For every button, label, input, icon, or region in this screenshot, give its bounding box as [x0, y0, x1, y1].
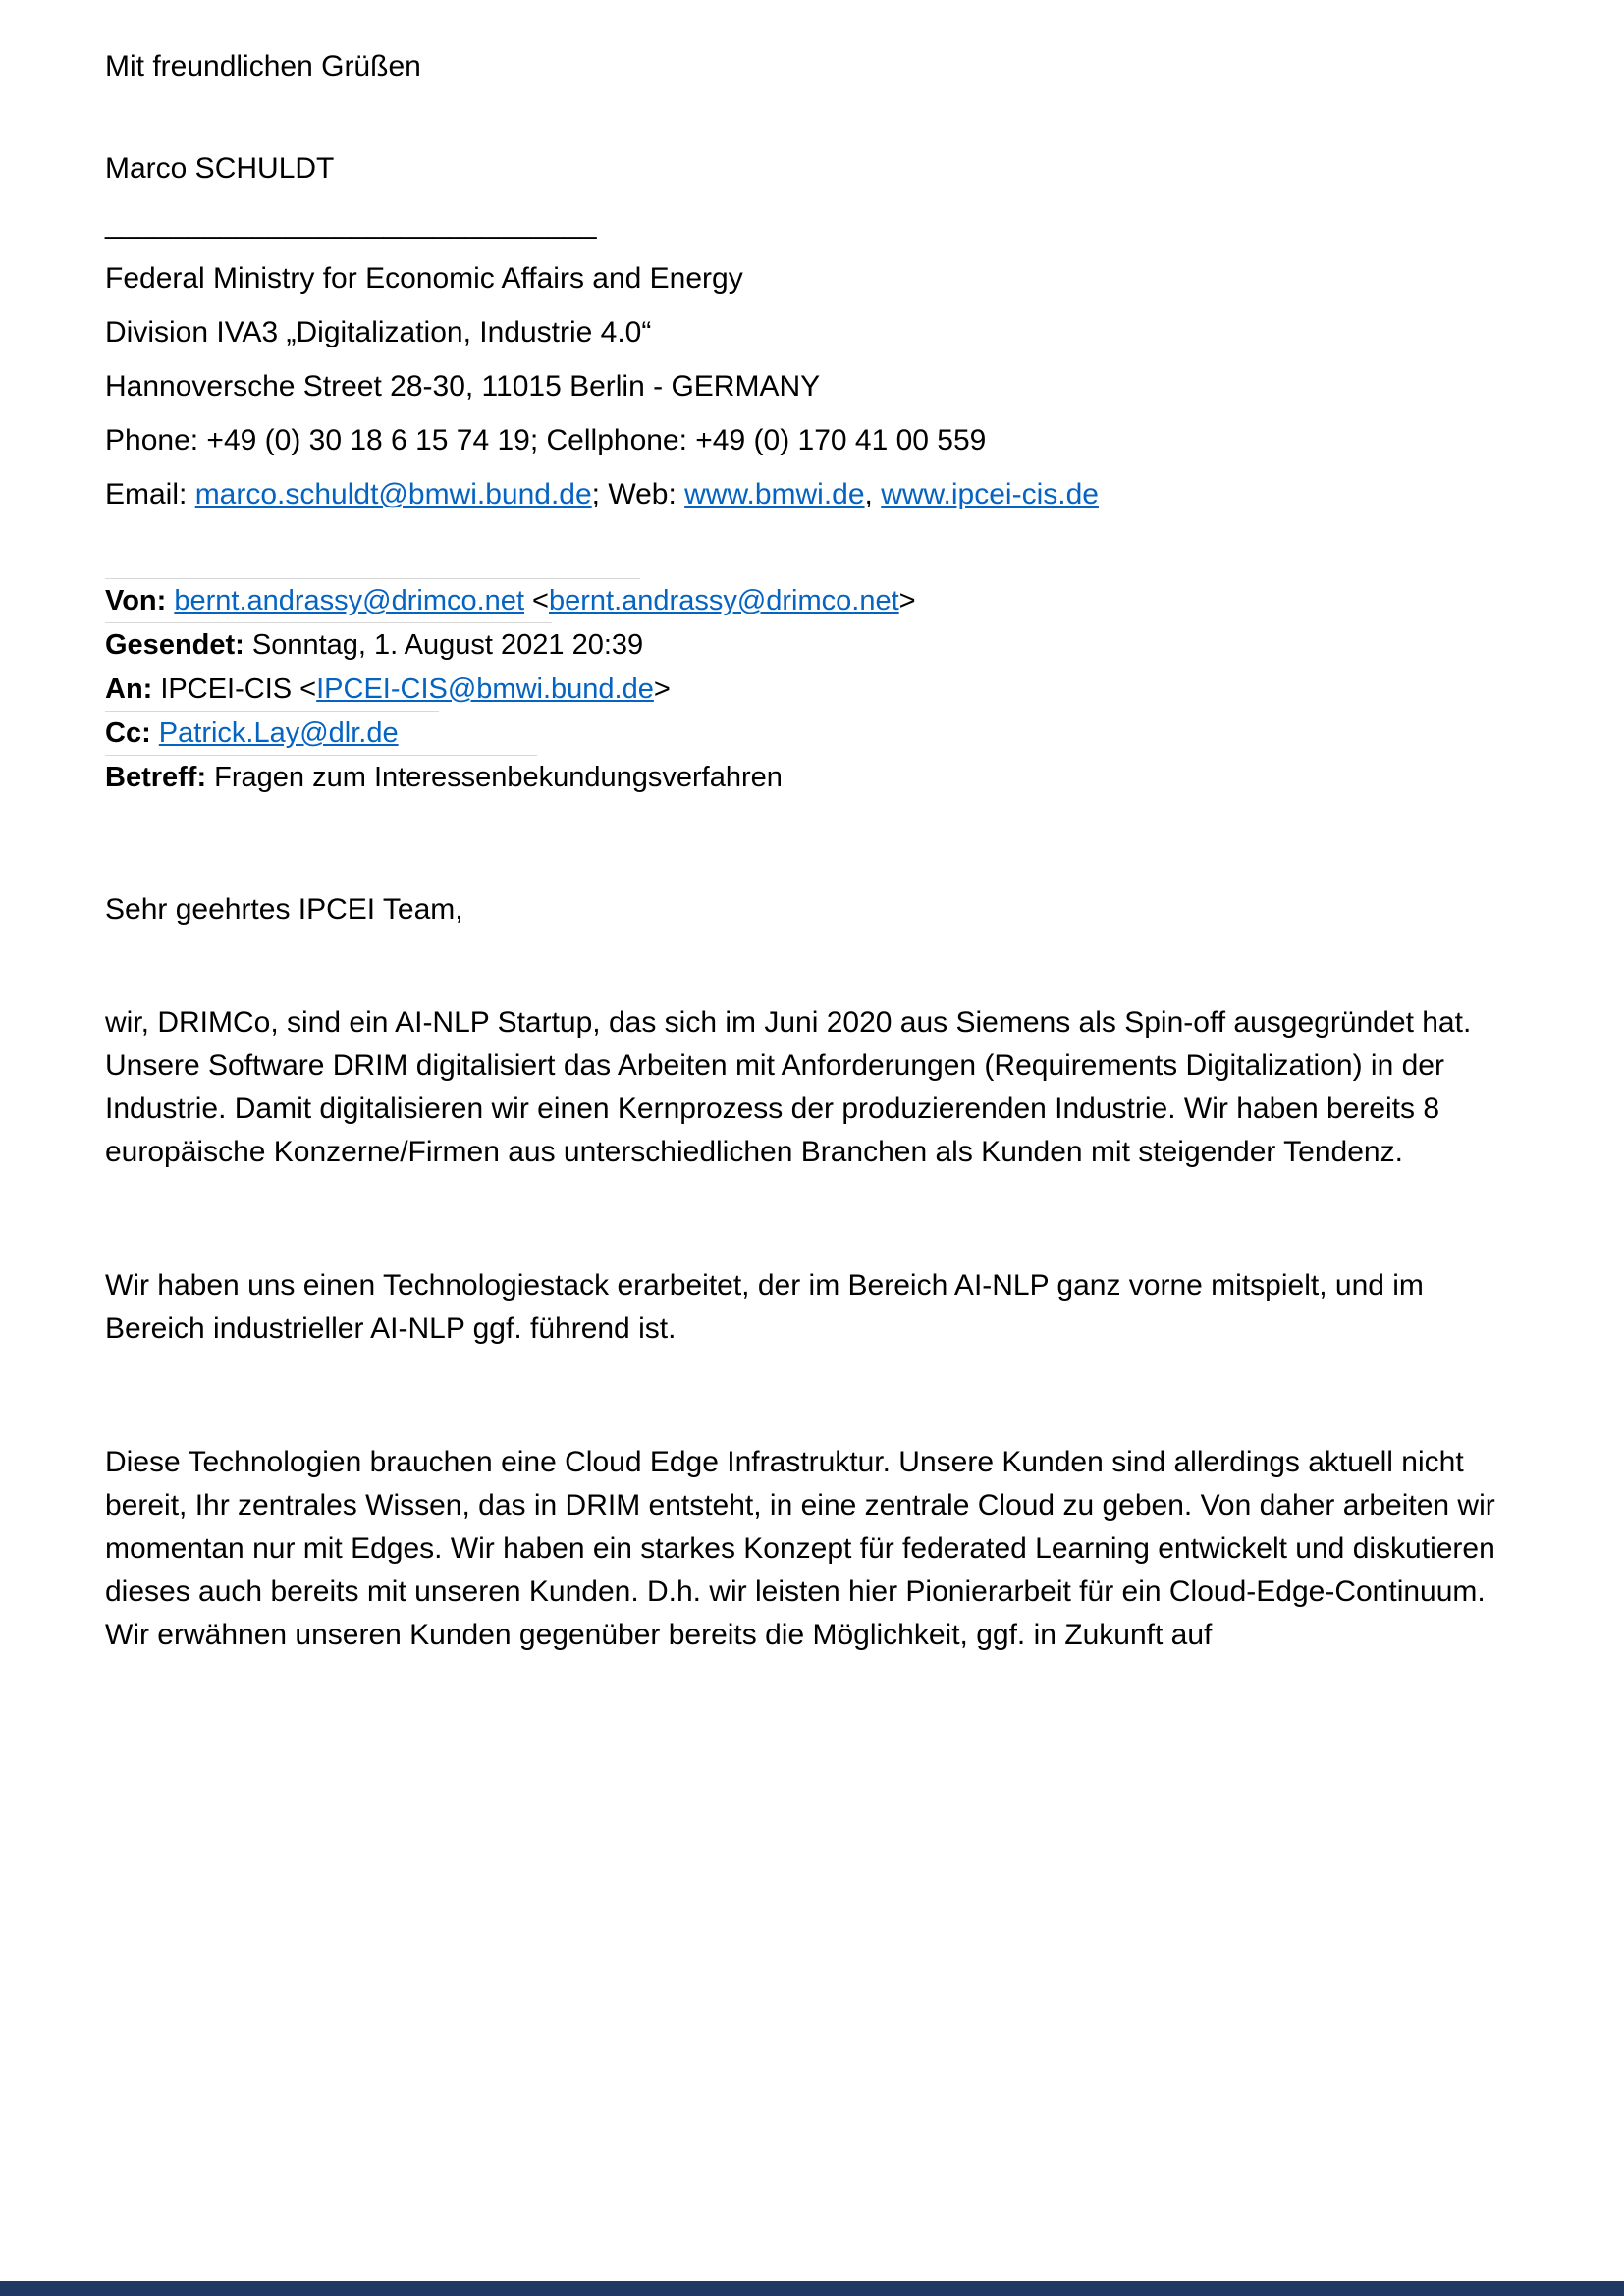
angle-open: < [524, 585, 549, 616]
header-row-gesendet [105, 626, 1516, 664]
von-label: Von: [105, 585, 175, 616]
sent-date-value: Sonntag, 1. August 2021 20:39 [251, 629, 644, 661]
header-divider [105, 578, 640, 579]
web-label: ; Web: [591, 478, 685, 510]
recipient-address-link[interactable]: IPCEI-CIS@bmwi.bund.de [316, 673, 654, 705]
body-paragraph: Wir haben uns einen Technologiestack erarbeitet, der im Bereich AI-NLP ganz vorne mitspielt, und im Bereich industrieller AI-NLP ggf. führend ist. [105, 1269, 1424, 1345]
signature-separator: ______________________________ [105, 207, 597, 240]
an-label: An: [105, 673, 161, 705]
gesendet-label: Gesendet: [105, 629, 252, 661]
header-row-von [105, 582, 1516, 619]
angle-close: > [898, 585, 916, 616]
email-web-line [105, 479, 1516, 509]
sender-email-link[interactable]: marco.schuldt@bmwi.bund.de [194, 478, 592, 510]
subject-value: Fragen zum Interessenbekundungsverfahren [214, 762, 783, 793]
betreff-label: Betreff: [105, 762, 215, 793]
recipient-name: IPCEI-CIS < [160, 673, 317, 705]
header-divider [105, 711, 439, 712]
phone-line: Phone: +49 (0) 30 18 6 15 74 19; Cellphone: +49 (0) 170 41 00 559 [105, 424, 987, 456]
web-link-ipcei-cis[interactable]: www.ipcei-cis.de [881, 478, 1099, 510]
header-divider [105, 622, 552, 623]
from-address-link[interactable]: bernt.andrassy@drimco.net [174, 585, 524, 616]
quoted-email-header [105, 578, 1516, 796]
header-row-an [105, 670, 1516, 708]
sender-name: Marco SCHULDT [105, 152, 335, 185]
angle-close: > [653, 673, 671, 705]
org-name: Federal Ministry for Economic Affairs and Energy [105, 262, 743, 294]
header-row-betreff [105, 759, 1516, 796]
header-divider [105, 755, 537, 756]
salutation-line: Sehr geehrtes IPCEI Team, [105, 893, 463, 926]
cc-label: Cc: [105, 718, 159, 749]
comma-separator: , [864, 478, 882, 510]
body-paragraph: Diese Technologien brauchen eine Cloud Edge Infrastruktur. Unsere Kunden sind allerdings aktuell nicht bereit, Ihr zentrales Wissen, das in DRIM entsteht, in eine zentrale Cloud zu geben. Von daher arbeiten wir momentan nur mit Edges. Wir haben ein starkes Konzept für federated Learning entwickelt und diskutieren dieses auch bereits mit unseren Kunden. D.h. wir leisten hier Pionierarbeit für ein Cloud-Edge-Continuum. Wir erwähnen unseren Kunden gegenüber bereits die Möglichkeit, ggf. in Zukunft auf [105, 1446, 1495, 1651]
division-line: Division IVA3 „Digitalization, Industrie 4.0“ [105, 316, 652, 348]
footer-bar [0, 2281, 1624, 2296]
from-address-link-2[interactable]: bernt.andrassy@drimco.net [549, 585, 899, 616]
cc-address-link[interactable]: Patrick.Lay@dlr.de [158, 718, 399, 749]
address-line: Hannoversche Street 28-30, 11015 Berlin - GERMANY [105, 370, 821, 402]
web-link-bmwi[interactable]: www.bmwi.de [684, 478, 865, 510]
body-paragraph: wir, DRIMCo, sind ein AI-NLP Startup, das sich im Juni 2020 aus Siemens als Spin-off ausgegründet hat. Unsere Software DRIM digitalisiert das Arbeiten mit Anforderungen (Requirements Digitalization) in der Industrie. Damit digitalisieren wir einen Kernprozess der produzierenden Industrie. Wir haben bereits 8 europäische Konzerne/Firmen aus unterschiedlichen Branchen als Kunden mit steigender Tendenz. [105, 1006, 1472, 1168]
email-label: Email: [105, 478, 195, 510]
header-row-cc [105, 715, 1516, 752]
closing-line: Mit freundlichen Grüßen [105, 50, 421, 82]
